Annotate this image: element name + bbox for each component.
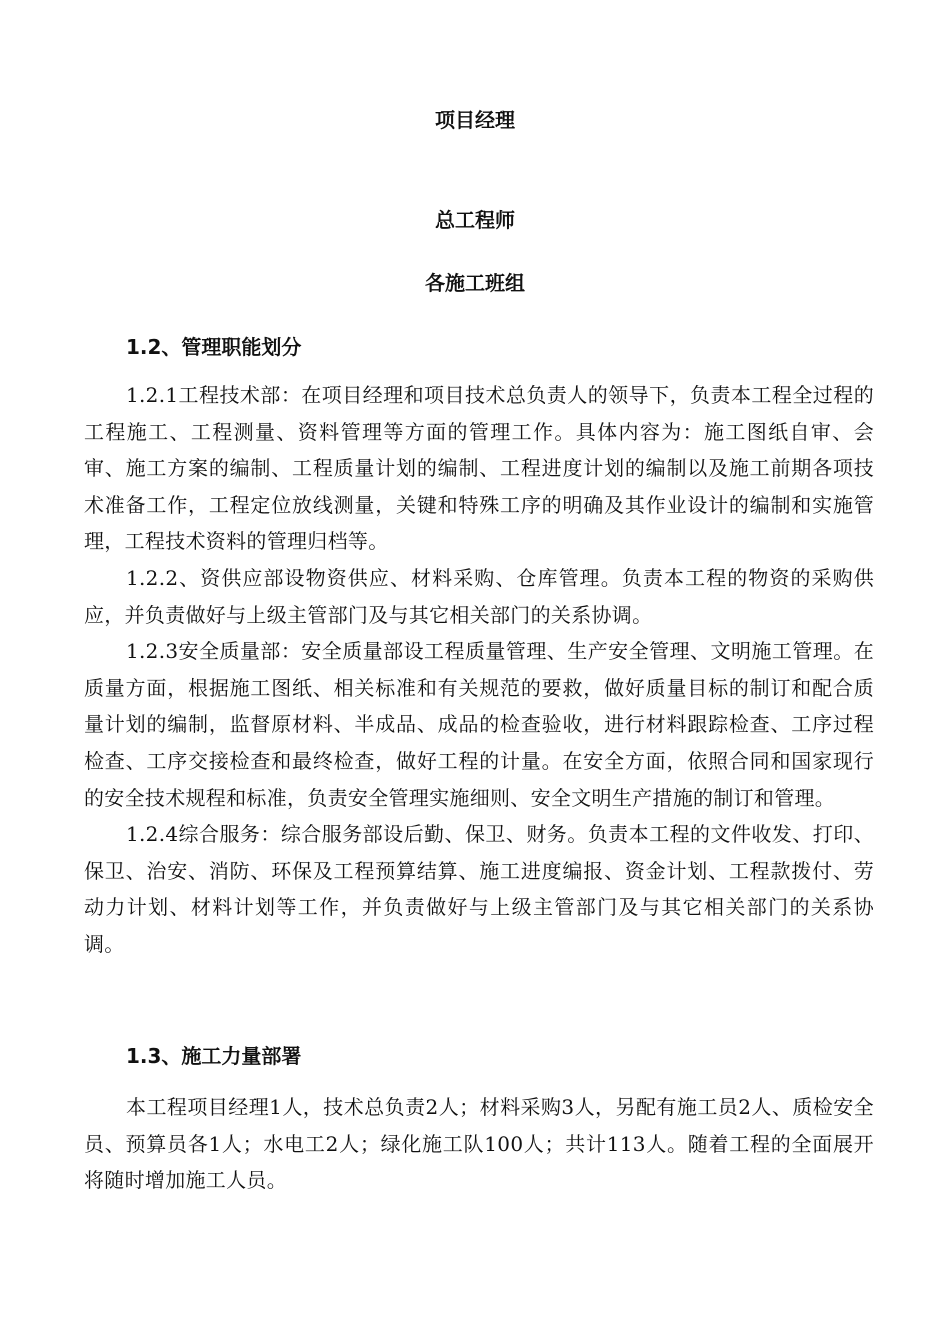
section-heading-1-2: 1.2、管理职能划分 <box>126 335 302 359</box>
paragraph-1-2-1: 1.2.1工程技术部：在项目经理和项目技术总负责人的领导下，负责本工程全过程的工程施工、工程测量、资料管理等方面的管理工作。具体内容为：施工图纸自审、会审、施工方案的编制、工程质量计划的编制、工程进度计划的编制以及施工前期各项技术准备工作，工程定位放线测量，关键和特殊工序的明确及其作业设计的编制和实施管理，工程技术资料的管理归档等。 <box>84 383 874 554</box>
section-1-3-body <box>84 1089 874 1199</box>
section-1-2-body <box>84 377 874 963</box>
paragraph-1-3: 本工程项目经理1人，技术总负责2人；材料采购3人，另配有施工员2人、质检安全员、预算员各1人；水电工2人；绿化施工队100人；共计113人。随着工程的全面展开将随时增加施工人员。 <box>84 1095 874 1193</box>
org-chart-work-teams: 各施工班组 <box>425 271 525 295</box>
org-chart-chief-engineer: 总工程师 <box>435 208 515 232</box>
org-chart-project-manager: 项目经理 <box>435 108 515 132</box>
paragraph-1-2-3: 1.2.3安全质量部：安全质量部设工程质量管理、生产安全管理、文明施工管理。在质量方面，根据施工图纸、相关标准和有关规范的要救，做好质量目标的制订和配合质量计划的编制，监督原材料、半成品、成品的检查验收，进行材料跟踪检查、工序过程检查、工序交接检查和最终检查，做好工程的计量。在安全方面，依照合同和国家现行的安全技术规程和标准，负责安全管理实施细则、安全文明生产措施的制订和管理。 <box>84 639 874 810</box>
paragraph-1-2-4: 1.2.4综合服务：综合服务部设后勤、保卫、财务。负责本工程的文件收发、打印、保卫、治安、消防、环保及工程预算结算、施工进度编报、资金计划、工程款拨付、劳动力计划、材料计划等工作，并负责做好与上级主管部门及与其它相关部门的关系协调。 <box>84 822 874 956</box>
section-heading-1-3: 1.3、施工力量部署 <box>126 1044 302 1068</box>
paragraph-1-2-2: 1.2.2、资供应部设物资供应、材料采购、仓库管理。负责本工程的物资的采购供应，并负责做好与上级主管部门及与其它相关部门的关系协调。 <box>84 565 874 627</box>
